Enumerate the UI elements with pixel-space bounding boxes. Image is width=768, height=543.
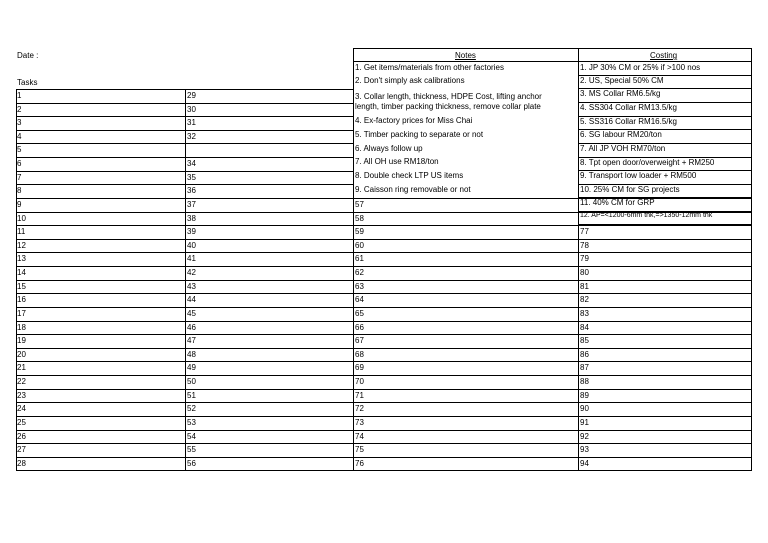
row-line	[16, 402, 751, 403]
task-number: 48	[187, 349, 196, 359]
task-number: 55	[187, 445, 196, 455]
task-number: 82	[580, 295, 589, 305]
task-number: 28	[17, 458, 26, 468]
task-number: 45	[187, 308, 196, 318]
task-number: 34	[187, 159, 196, 169]
col-line	[185, 89, 186, 471]
costing-item: 6. SG labour RM20/ton	[580, 130, 662, 139]
task-number: 4	[17, 131, 22, 141]
task-number: 90	[580, 404, 589, 414]
task-number: 32	[187, 131, 196, 141]
task-number: 10	[17, 213, 26, 223]
task-number: 94	[580, 458, 589, 468]
task-number: 75	[355, 445, 364, 455]
task-number: 36	[187, 186, 196, 196]
task-number: 67	[355, 336, 364, 346]
task-number: 53	[187, 417, 196, 427]
costing-line	[578, 224, 751, 225]
row-line	[16, 334, 751, 335]
task-number: 63	[355, 281, 364, 291]
task-number: 68	[355, 349, 364, 359]
task-number: 71	[355, 390, 364, 400]
box-header-line	[353, 61, 751, 62]
costing-item: 5. SS316 Collar RM16.5/kg	[580, 117, 677, 126]
task-number: 83	[580, 308, 589, 318]
task-number: 5	[17, 145, 22, 155]
box-top-line	[353, 48, 751, 49]
task-number: 19	[17, 336, 26, 346]
costing-item: 2. US, Special 50% CM	[580, 76, 664, 85]
costing-item: 12. AP=<1200-6mm thk,=>1350-12mm thk	[580, 212, 713, 219]
costing-item: 9. Transport low loader + RM500	[580, 171, 697, 180]
costing-item: 4. SS304 Collar RM13.5/kg	[580, 103, 677, 112]
note-item: 3. Collar length, thickness, HDPE Cost, lifting anchor	[355, 92, 542, 101]
task-number: 15	[17, 281, 26, 291]
costing-item: 10. 25% CM for SG projects	[580, 185, 680, 194]
task-number: 12	[17, 240, 26, 250]
col-line	[578, 48, 579, 471]
task-number: 27	[17, 445, 26, 455]
tasks-label: Tasks	[17, 78, 38, 87]
task-number: 52	[187, 404, 196, 414]
task-number: 86	[580, 349, 589, 359]
task-number: 2	[17, 104, 22, 114]
row-line	[16, 416, 751, 417]
task-number: 30	[187, 104, 196, 114]
task-number: 73	[355, 417, 364, 427]
costing-item: 3. MS Collar RM6.5/kg	[580, 89, 661, 98]
task-number: 93	[580, 445, 589, 455]
task-number: 80	[580, 268, 589, 278]
row-line	[16, 457, 751, 458]
row-line	[16, 470, 751, 471]
col-line	[751, 48, 752, 471]
task-number: 41	[187, 254, 196, 264]
task-number: 49	[187, 363, 196, 373]
task-number: 39	[187, 227, 196, 237]
task-number: 84	[580, 322, 589, 332]
task-number: 56	[187, 458, 196, 468]
task-number: 78	[580, 240, 589, 250]
row-line	[16, 266, 751, 267]
row-line	[16, 280, 751, 281]
task-number: 51	[187, 390, 196, 400]
task-number: 91	[580, 417, 589, 427]
task-number: 18	[17, 322, 26, 332]
note-item: 6. Always follow up	[355, 144, 423, 153]
costing-item: 7. All JP VOH RM70/ton	[580, 144, 666, 153]
costing-item: 11. 40% CM for GRP	[580, 198, 655, 207]
task-number: 44	[187, 295, 196, 305]
note-item: length, timber packing thickness, remove collar plate	[355, 102, 541, 111]
task-number: 37	[187, 199, 196, 209]
col-line	[353, 48, 354, 471]
note-item: 8. Double check LTP US items	[355, 171, 464, 180]
task-number: 66	[355, 322, 364, 332]
row-line	[16, 361, 751, 362]
task-number: 26	[17, 431, 26, 441]
task-number: 31	[187, 118, 196, 128]
task-number: 74	[355, 431, 364, 441]
note-item: 2. Don't simply ask calibrations	[355, 76, 465, 85]
task-number: 50	[187, 377, 196, 387]
row-line	[16, 321, 751, 322]
task-number: 79	[580, 254, 589, 264]
task-number: 21	[17, 363, 26, 373]
row-line	[16, 430, 751, 431]
task-number: 9	[17, 199, 22, 209]
task-number: 43	[187, 281, 196, 291]
row-line	[16, 389, 751, 390]
task-number: 85	[580, 336, 589, 346]
row-line	[16, 443, 751, 444]
task-number: 8	[17, 186, 22, 196]
task-number: 42	[187, 268, 196, 278]
task-number: 92	[580, 431, 589, 441]
task-number: 38	[187, 213, 196, 223]
row-line	[16, 239, 751, 240]
costing-item: 8. Tpt open door/overweight + RM250	[580, 158, 715, 167]
task-number: 64	[355, 295, 364, 305]
task-number: 58	[355, 213, 364, 223]
task-number: 59	[355, 227, 364, 237]
task-number: 1	[17, 91, 22, 100]
task-number: 47	[187, 336, 196, 346]
task-number: 77	[580, 227, 589, 237]
task-number: 76	[355, 458, 364, 468]
task-number: 22	[17, 377, 26, 387]
date-label: Date :	[17, 51, 39, 60]
task-number: 70	[355, 377, 364, 387]
task-number: 3	[17, 118, 22, 128]
note-item: 9. Caisson ring removable or not	[355, 185, 471, 194]
row-line	[16, 293, 751, 294]
task-number: 89	[580, 390, 589, 400]
task-number: 14	[17, 268, 26, 278]
task-number: 65	[355, 308, 364, 318]
costing-title: Costing	[650, 51, 678, 60]
note-item: 5. Timber packing to separate or not	[355, 130, 484, 139]
task-number: 62	[355, 268, 364, 278]
task-number: 81	[580, 281, 589, 291]
task-number: 69	[355, 363, 364, 373]
task-number: 6	[17, 159, 22, 169]
task-number: 54	[187, 431, 196, 441]
task-number: 88	[580, 377, 589, 387]
task-number: 7	[17, 172, 22, 182]
row-line	[16, 225, 751, 226]
row-line	[16, 252, 751, 253]
task-number: 25	[17, 417, 26, 427]
task-number: 46	[187, 322, 196, 332]
task-number: 60	[355, 240, 364, 250]
task-number: 13	[17, 254, 26, 264]
note-item: 1. Get items/materials from other factories	[355, 63, 504, 72]
task-number: 61	[355, 254, 364, 264]
note-item: 7. All OH use RM18/ton	[355, 157, 439, 166]
note-item: 4. Ex-factory prices for Miss Chai	[355, 116, 473, 125]
notes-title: Notes	[455, 51, 476, 60]
task-number: 17	[17, 308, 26, 318]
task-number: 20	[17, 349, 26, 359]
task-number: 11	[17, 227, 26, 237]
row-line	[16, 307, 751, 308]
task-number: 40	[187, 240, 196, 250]
costing-item: 1. JP 30% CM or 25% if >100 nos	[580, 63, 701, 72]
task-number: 57	[355, 199, 364, 209]
task-number: 29	[187, 91, 196, 100]
row-line	[16, 348, 751, 349]
task-number: 87	[580, 363, 589, 373]
task-number: 23	[17, 390, 26, 400]
row-line	[16, 375, 751, 376]
task-number: 24	[17, 404, 26, 414]
task-number: 16	[17, 295, 26, 305]
task-number: 72	[355, 404, 364, 414]
task-number: 35	[187, 172, 196, 182]
